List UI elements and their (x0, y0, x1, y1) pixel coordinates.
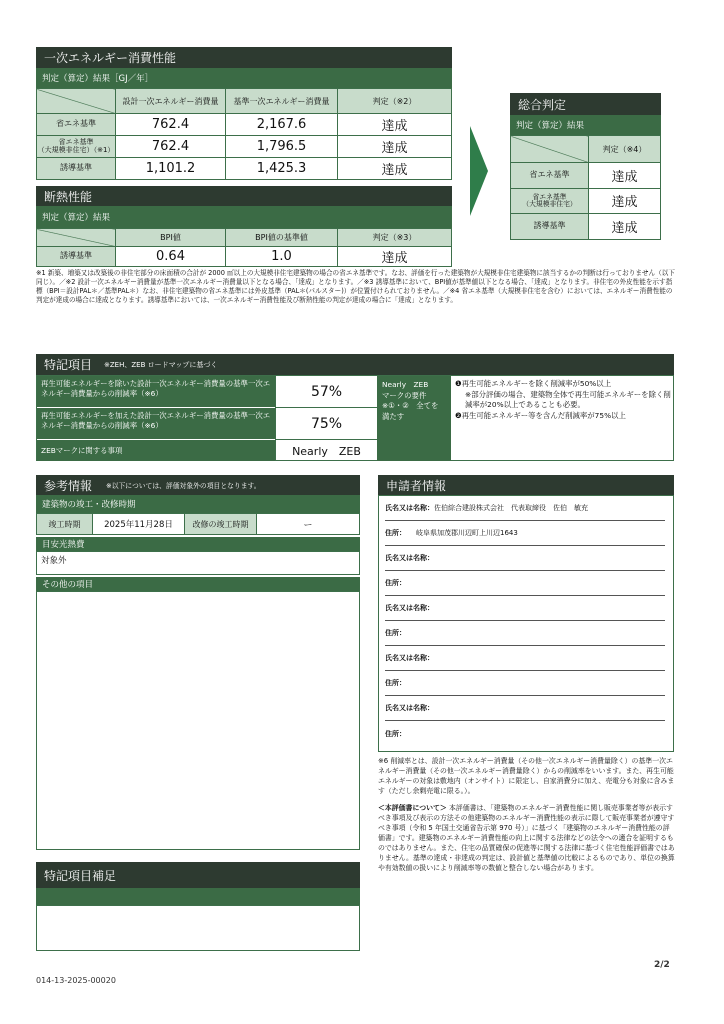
overall-table-corner (511, 136, 589, 163)
energy-design-value: 762.4 (116, 114, 226, 136)
note-6: ※6 削減率とは、設計一次エネルギー消費量（その他一次エネルギー消費量除く）の基準一次エネルギー消費量（その他一次エネルギー消費量除く）からの削減率をいいます。また、再生可能エネルギーの対象は敷地内（オンサイト）に限定し、自家消費分に加え、売電分も対象に含みます（ただし余剰売電に限る。）。 (378, 757, 675, 795)
other-items-box (36, 591, 360, 850)
energy-row-label: 省エネ基準 （大規模非住宅）（※1） (37, 136, 116, 158)
energy-row-label: 誘導基準 (37, 158, 116, 180)
insulation-section-title: 断熱性能 (36, 186, 452, 206)
applicant-address-row (385, 521, 665, 546)
energy-header-standard: 基準一次エネルギー消費量 (226, 89, 338, 114)
doc-number: 014-13-2025-00020 (36, 976, 116, 985)
overall-table (510, 135, 661, 240)
applicant-name-row-5 (385, 696, 665, 721)
insulation-section-subtitle: 判定（算定）結果 (36, 206, 452, 228)
applicant-address-label: 住所： (385, 579, 406, 587)
special-section-note: ※ZEH、ZEB ロードマップに基づく (104, 360, 218, 369)
overall-row-label: 省エネ基準 （大規模非住宅） (511, 188, 589, 214)
overall-section-title: 総合判定 (510, 93, 661, 115)
insulation-table-corner (37, 229, 116, 247)
overall-result-value: 達成 (589, 214, 661, 240)
applicant-name-label: 氏名又は名称： (385, 704, 434, 712)
insulation-bpi-value: 0.64 (116, 247, 226, 267)
applicant-name-row-2 (385, 546, 665, 571)
energy-design-value: 762.4 (116, 136, 226, 158)
zeb-requirement-2: ❷再生可能エネルギー等を含んだ削減率が75%以上 (455, 411, 626, 421)
insulation-header-bpi: BPI値 (116, 229, 226, 247)
applicant-box (378, 495, 674, 752)
applicant-address-row-4 (385, 671, 665, 696)
applicant-name-label: 氏名又は名称： (385, 554, 434, 562)
special-section-title: 特記項目 (44, 358, 93, 372)
supplement-section-title: 特記項目補足 (36, 862, 360, 888)
special-row1-value: 57% (275, 376, 377, 408)
insulation-result-value: 達成 (338, 247, 452, 267)
supplement-subbar (36, 888, 360, 905)
applicant-address-label: 住所： (385, 679, 406, 687)
special-row3-value: Nearly ZEB (275, 440, 377, 461)
notes-top: ※1 新築、増築又は改築後の非住宅部分の床面積の合計が 2000 ㎡以上の大規模非住宅建築物の場合の省エネ基準です。なお、評価を行った建築物が大規模非住宅建築物に該当するかの判断は行っておりません（以下同じ）。／※2 設計一次エネルギー消費量が基準一次エネルギー消費量以下となる場合、「達成」となります。／※3 誘導基準において、BPI値が基準値以下となる場合、「達成」となります。非住宅の外皮性能を示す指標（BPI＝設計PAL＊／基準PAL＊）なお、非住宅建築物の省エネ基準には外皮基準（PAL＊(パルスター)）が位置付けられておりません。／※4 省エネ基準（大規模非住宅を含む）においては、エネルギー消費性能の判定が達成の場合に達成となります。誘導基準においては、一次エネルギー消費性能及び断熱性能の判定が達成の場合に「達成」となります。 (36, 269, 675, 305)
applicant-address-row-5 (385, 721, 665, 746)
other-items-title: その他の項目 (36, 577, 360, 591)
energy-design-value: 1,101.2 (116, 158, 226, 180)
energy-standard-value: 1,425.3 (226, 158, 338, 180)
arrow-right-icon (470, 126, 490, 216)
applicant-address-label: 住所： (385, 529, 406, 537)
about-label: ＜本評価書について＞ (378, 804, 447, 812)
applicant-address-value: 岐阜県加茂郡川辺町上川辺1643 (416, 529, 518, 537)
about-text: 本評価書は、「建築物のエネルギー消費性能に関し販売事業者等が表示すべき事項及び表示の方法その他建築物のエネルギー消費性能の表示に際して販売事業者が遵守すべき事項（令和 5 年国土交通省告示第 970 号）」に基づく「建築物のエネルギー消費性能の評価書」です。建築物のエネルギー消費性能の向上に関する法律などの法令への適合を証明するものではありません。また、住宅の品質確保の促進等に関する法律に基づく住宅性能評価書ではありません。基準の達成・非達成の判定は、設計値と基準値の比較によるものであり、単位の換算や有効数値の扱いにより削減率等の数値と整合しない場合があります。 (378, 804, 675, 872)
special-section-header (36, 354, 674, 375)
special-row3-label: ZEBマークに関する事項 (37, 440, 275, 461)
applicant-address-label: 住所： (385, 629, 406, 637)
applicant-name-label: 氏名又は名称： (385, 504, 434, 512)
reference-section-header (36, 475, 360, 495)
overall-result-value: 達成 (589, 188, 661, 214)
applicant-name-label: 氏名又は名称： (385, 604, 434, 612)
overall-row-label: 省エネ基準 (511, 163, 589, 189)
insulation-bpi-standard-value: 1.0 (226, 247, 338, 267)
applicant-address-row-3 (385, 621, 665, 646)
reference-section-title: 参考情報 (44, 478, 93, 493)
energy-row-label: 省エネ基準 (37, 114, 116, 136)
energy-section-subtitle: 判定（算定）結果［GJ／年］ (36, 68, 452, 88)
energy-header-design: 設計一次エネルギー消費量 (116, 89, 226, 114)
applicant-name-row-3 (385, 596, 665, 621)
insulation-table (36, 228, 452, 267)
completion-value: 2025年11月28日 (93, 514, 185, 534)
applicant-name-label: 氏名又は名称： (385, 654, 434, 662)
overall-row-label: 誘導基準 (511, 214, 589, 240)
overall-section-subtitle: 判定（算定）結果 (510, 115, 661, 135)
energy-table-corner (37, 89, 116, 114)
supplement-box (36, 905, 360, 951)
energy-result-value: 達成 (338, 136, 452, 158)
completion-label: 竣工時期 (37, 514, 93, 534)
heat-cost-title: 目安光熱費 (36, 537, 360, 551)
energy-result-value: 達成 (338, 158, 452, 180)
insulation-header-result: 判定（※3） (338, 229, 452, 247)
special-row2-value: 75% (275, 408, 377, 440)
renovation-value: ー (303, 520, 313, 531)
applicant-section-title: 申請者情報 (378, 475, 674, 495)
applicant-name-row (385, 496, 665, 521)
about-block (378, 803, 676, 873)
overall-header-result: 判定（※4） (589, 136, 661, 163)
heat-cost-value: 対象外 (36, 551, 360, 575)
zeb-requirement-text (455, 379, 671, 422)
special-row1-label: 再生可能エネルギーを除いた設計一次エネルギー消費量の基準一次エネルギー消費量からの削減率（※6） (37, 376, 275, 408)
energy-section-title: 一次エネルギー消費性能 (36, 47, 452, 68)
completion-row (36, 513, 360, 535)
page-number: 2/2 (654, 960, 670, 970)
applicant-name-row-4 (385, 646, 665, 671)
energy-header-result: 判定（※2） (338, 89, 452, 114)
applicant-address-label: 住所： (385, 729, 406, 738)
applicant-address-row-2 (385, 571, 665, 596)
insulation-header-bpi-standard: BPI値の基準値 (226, 229, 338, 247)
insulation-row-label: 誘導基準 (37, 247, 116, 267)
overall-result-value: 達成 (589, 163, 661, 189)
renovation-label: 改修の竣工時期 (185, 514, 257, 534)
special-row2-label: 再生可能エネルギーを加えた設計一次エネルギー消費量の基準一次エネルギー消費量からの削減率（※6） (37, 408, 275, 440)
zeb-requirement-label: Nearly ZEB マークの要件 ※①・② 全てを 満たす (377, 376, 451, 461)
applicant-name-value: 佐伯綜合建設株式会社 代表取締役 佐伯 敏充 (434, 504, 588, 512)
energy-result-value: 達成 (338, 114, 452, 136)
zeb-requirement-1: ❶再生可能エネルギーを除く削減率が50%以上 (455, 379, 612, 388)
energy-table (36, 88, 452, 180)
zeb-requirement-1-note: ※部分評価の場合、建築物全体で再生可能エネルギーを除く削減率が20%以上であることも必要。 (465, 389, 671, 410)
special-box (36, 375, 674, 461)
completion-title: 建築物の竣工・改修時期 (36, 495, 360, 513)
energy-standard-value: 2,167.6 (226, 114, 338, 136)
energy-standard-value: 1,796.5 (226, 136, 338, 158)
reference-section-note: ※以下については、評価対象外の項目となります。 (106, 482, 261, 490)
